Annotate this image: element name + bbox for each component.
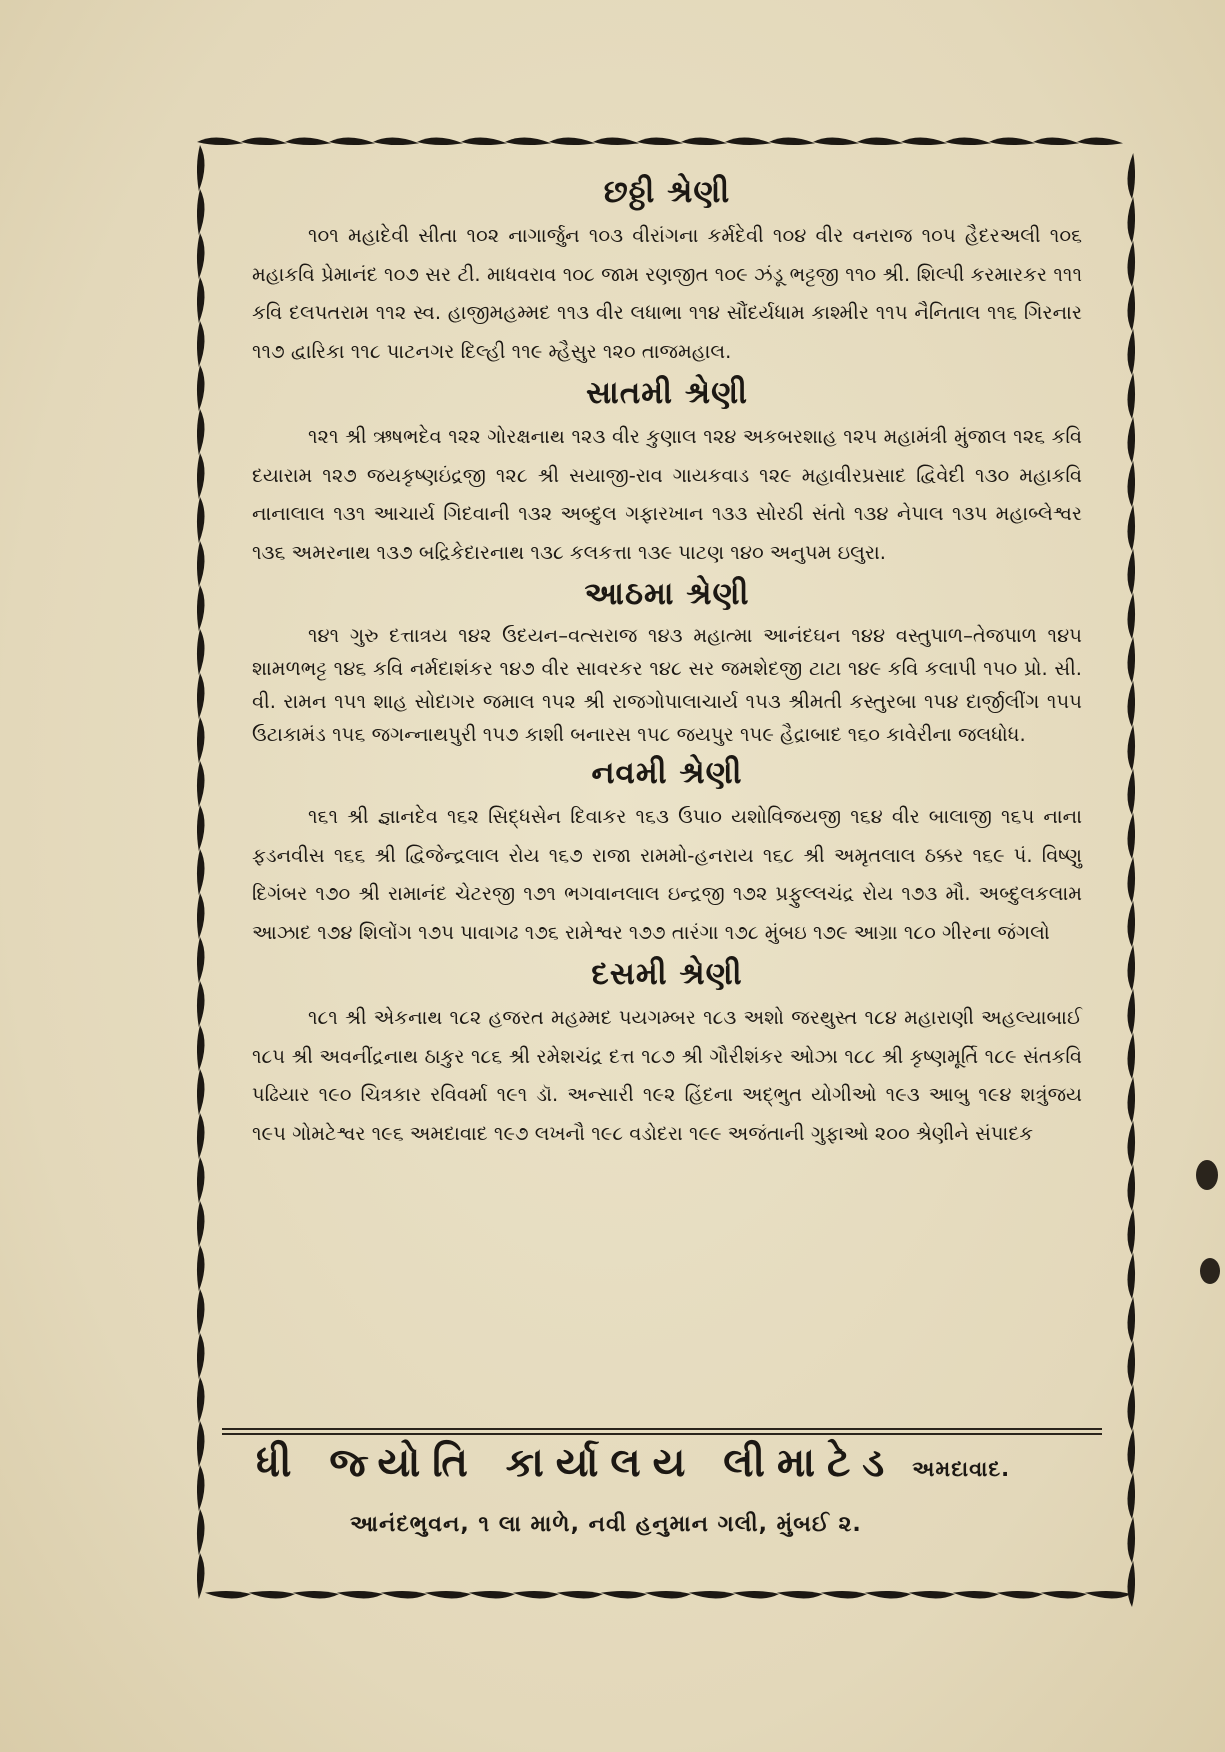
border-wave-stroke: [197, 717, 205, 763]
border-wave-stroke: [1127, 1165, 1135, 1211]
border-wave-stroke: [601, 1591, 647, 1599]
border-wave-stroke: [1127, 197, 1135, 243]
ink-blot: [1200, 1258, 1220, 1284]
border-wave-stroke: [241, 137, 287, 145]
border-wave-stroke: [681, 137, 727, 145]
border-wave-stroke: [461, 137, 507, 145]
border-wave-stroke: [1127, 1341, 1135, 1387]
border-wave-stroke: [197, 233, 205, 279]
series-section-6: [252, 174, 1082, 371]
border-wave-stroke: [733, 1591, 779, 1599]
border-wave-stroke: [945, 137, 991, 145]
border-wave-stroke: [197, 277, 205, 323]
border-wave-stroke: [1127, 989, 1135, 1035]
border-wave-stroke: [1127, 1429, 1135, 1475]
border-wave-stroke: [865, 1591, 911, 1599]
border-wave-stroke: [197, 1201, 205, 1247]
section-title: દસમી શ્રેણી: [591, 956, 743, 992]
footer-divider: [222, 1428, 1102, 1430]
border-wave-stroke: [381, 1591, 427, 1599]
border-wave-stroke: [197, 673, 205, 719]
border-wave-stroke: [1127, 1517, 1135, 1563]
border-wave-stroke: [197, 937, 205, 983]
border-wave-stroke: [197, 1377, 205, 1423]
border-wave-stroke: [197, 137, 243, 145]
border-wave-stroke: [1127, 813, 1135, 859]
border-wave-stroke: [197, 1553, 205, 1599]
border-wave-stroke: [197, 805, 205, 851]
border-wave-stroke: [777, 1591, 823, 1599]
border-wave-stroke: [197, 761, 205, 807]
border-wave-stroke: [197, 1069, 205, 1115]
border-wave-stroke: [197, 189, 205, 235]
border-wave-stroke: [513, 1591, 559, 1599]
border-wave-stroke: [469, 1591, 515, 1599]
border-wave-stroke: [1033, 137, 1079, 145]
border-wave-stroke: [197, 1289, 205, 1335]
border-wave-stroke: [1127, 1473, 1135, 1519]
series-list: [252, 170, 1082, 1153]
border-wave-stroke: [197, 981, 205, 1027]
border-wave-stroke: [1127, 901, 1135, 947]
border-wave-stroke: [373, 137, 419, 145]
border-wave-stroke: [197, 629, 205, 675]
border-wave-stroke: [689, 1591, 735, 1599]
series-section-8: [252, 576, 1082, 751]
border-wave-stroke: [1127, 945, 1135, 991]
border-wave-stroke: [197, 1025, 205, 1071]
border-wave-stroke: [197, 893, 205, 939]
border-wave-stroke: [197, 453, 205, 499]
section-title: છઠ્ઠી શ્રેણી: [603, 174, 731, 210]
border-wave-stroke: [205, 1591, 251, 1599]
border-wave-stroke: [821, 1591, 867, 1599]
footer-divider: [222, 1433, 1102, 1435]
border-wave-stroke: [1127, 1561, 1135, 1607]
border-wave-stroke: [197, 145, 205, 191]
section-body: ૧૪૧ ગુરુ દત્તાત્રય ૧૪૨ ઉદયન–વત્સરાજ ૧૪૩ મહાત્મા આનંદઘન ૧૪૪ વસ્તુપાળ–તેજપાળ ૧૪૫ શામળભટ્ટ ૧૪૬ કવિ નર્મદાશંકર ૧૪૭ વીર સાવરકર ૧૪૮ સર જમશેદજી ટાટા ૧૪૯ કવિ કલાપી ૧૫૦ પ્રો. સી. વી. રામન ૧૫૧ શાહ સોદાગર જમાલ ૧૫૨ શ્રી રાજગોપાલાચાર્ય ૧૫૩ શ્રીમતી કસ્તુરબા ૧૫૪ દાર્જીલીંગ ૧૫૫ ઉટાકામંડ ૧૫૬ જગન્નાથપુરી ૧૫૭ કાશી બનારસ ૧૫૮ જયપુર ૧૫૯ હૈદ્રાબાદ ૧૬૦ કાવેરીના જલધોધ.: [252, 624, 1082, 746]
series-section-7: [252, 375, 1082, 572]
border-wave-stroke: [1041, 1591, 1087, 1599]
border-wave-stroke: [293, 1591, 339, 1599]
section-body: ૧૬૧ શ્રી જ્ઞાનદેવ ૧૬૨ સિદ્ધસેન દિવાકર ૧૬૩ ઉપા૦ યશોવિજયજી ૧૬૪ વીર બાલાજી ૧૬૫ નાના ફડનવીસ ૧૬૬ શ્રી દ્વિજેન્દ્રલાલ રોય ૧૬૭ રાજા રામમો-હનરાય ૧૬૮ શ્રી અમૃતલાલ ઠક્કર ૧૬૯ પં. વિષ્ણુ દિગંબર ૧૭૦ શ્રી રામાનંદ ચેટરજી ૧૭૧ ભગવાનલાલ ઇન્દ્રજી ૧૭૨ પ્રફુલ્લચંદ્ર રોય ૧૭૩ મૌ. અબ્દુલકલામ આઝાદ ૧૭૪ શિલોંગ ૧૭૫ પાવાગઢ ૧૭૬ રામેશ્વર ૧૭૭ તારંગા ૧૭૮ મુંબઇ ૧૭૯ આગ્રા ૧૮૦ ગીરના જંગલો: [252, 805, 1082, 944]
border-wave-stroke: [1127, 1297, 1135, 1343]
border-wave-stroke: [197, 497, 205, 543]
publisher-title: ધી જ્યોતિ કાર્યાલય લીમાટેડ: [256, 1440, 897, 1486]
border-wave-stroke: [337, 1591, 383, 1599]
border-wave-stroke: [1127, 373, 1135, 419]
border-wave-stroke: [593, 137, 639, 145]
border-wave-stroke: [1127, 1121, 1135, 1167]
series-section-9: [252, 755, 1082, 952]
border-wave-stroke: [1127, 461, 1135, 507]
border-wave-stroke: [989, 137, 1035, 145]
section-body: ૧૨૧ શ્રી ઋષભદેવ ૧૨૨ ગોરક્ષનાથ ૧૨૩ વીર કુણાલ ૧૨૪ અકબરશાહ ૧૨૫ મહામંત્રી મુંજાલ ૧૨૬ કવિ દયારામ ૧૨૭ જયકૃષ્ણઇંદ્રજી ૧૨૮ શ્રી સયાજી-રાવ ગાયકવાડ ૧૨૯ મહાવીરપ્રસાદ દ્વિવેદી ૧૩૦ મહાકવિ નાનાલાલ ૧૩૧ આચાર્ય ગિદવાની ૧૩૨ અબ્દુલ ગફારખાન ૧૩૩ સોરઠી સંતો ૧૩૪ નેપાલ ૧૩૫ મહાબ્લેશ્વર ૧૩૬ અમરનાથ ૧૩૭ બદ્રિકેદારનાથ ૧૩૮ કલકત્તા ૧૩૯ પાટણ ૧૪૦ અનુપમ ઇલુરા.: [252, 425, 1082, 564]
border-wave-stroke: [197, 585, 205, 631]
border-wave-stroke: [197, 1245, 205, 1291]
border-wave-stroke: [417, 137, 463, 145]
border-wave-stroke: [1127, 637, 1135, 683]
border-wave-stroke: [645, 1591, 691, 1599]
border-wave-stroke: [1127, 1385, 1135, 1431]
border-wave-stroke: [1127, 505, 1135, 551]
border-wave-stroke: [197, 1113, 205, 1159]
border-wave-stroke: [197, 409, 205, 455]
border-wave-stroke: [197, 321, 205, 367]
border-wave-stroke: [197, 1421, 205, 1467]
border-wave-stroke: [1127, 549, 1135, 595]
border-wave-stroke: [1127, 725, 1135, 771]
border-wave-stroke: [1127, 769, 1135, 815]
border-wave-stroke: [1127, 1033, 1135, 1079]
section-body: ૧૦૧ મહાદેવી સીતા ૧૦૨ નાગાર્જુન ૧૦૩ વીરાંગના કર્મદેવી ૧૦૪ વીર વનરાજ ૧૦૫ હૈદરઅલી ૧૦૬ મહાકવિ પ્રેમાનંદ ૧૦૭ સર ટી. માધવરાવ ૧૦૮ જામ રણજીત ૧૦૯ ઝંડૂ ભટ્ટજી ૧૧૦ શ્રી. શિલ્પી કરમારકર ૧૧૧ કવિ દલપતરામ ૧૧૨ સ્વ. હાજીમહમ્મદ ૧૧૩ વીર લધાભા ૧૧૪ સૌંદર્યધામ કાશ્મીર ૧૧૫ નૈનિતાલ ૧૧૬ ગિરનાર ૧૧૭ દ્વારિકા ૧૧૮ પાટનગર દિલ્હી ૧૧૯ મ્હૈસુર ૧૨૦ તાજમહાલ.: [252, 224, 1082, 363]
border-wave-stroke: [1127, 1209, 1135, 1255]
section-title: સાતમી શ્રેણી: [586, 375, 748, 411]
border-wave-stroke: [249, 1591, 295, 1599]
section-title: આઠમા શ્રેણી: [584, 576, 750, 612]
border-wave-stroke: [725, 137, 771, 145]
border-wave-stroke: [909, 1591, 955, 1599]
border-wave-stroke: [857, 137, 903, 145]
border-wave-stroke: [1127, 329, 1135, 375]
border-wave-stroke: [197, 541, 205, 587]
border-wave-stroke: [197, 849, 205, 895]
border-wave-stroke: [1077, 137, 1123, 145]
border-wave-stroke: [425, 1591, 471, 1599]
border-wave-stroke: [197, 1465, 205, 1511]
border-wave-stroke: [1127, 681, 1135, 727]
border-wave-stroke: [901, 137, 947, 145]
border-wave-stroke: [197, 1509, 205, 1555]
border-wave-stroke: [197, 1333, 205, 1379]
border-wave-stroke: [953, 1591, 999, 1599]
border-wave-stroke: [549, 137, 595, 145]
section-body: ૧૮૧ શ્રી એકનાથ ૧૮૨ હજરત મહમ્મદ પયગમ્બર ૧૮૩ અશો જરથુસ્ત ૧૮૪ મહારાણી અહલ્યાબાઈ ૧૮૫ શ્રી અવનીંદ્રનાથ ઠાકુર ૧૮૬ શ્રી રમેશચંદ્ર દત્ત ૧૮૭ શ્રી ગૌરીશંકર ઓઝા ૧૮૮ શ્રી કૃષ્ણમૂર્તિ ૧૮૯ સંતકવિ પઢિયાર ૧૯૦ ચિત્રકાર રવિવર્મા ૧૯૧ ડૉ. અન્સારી ૧૯૨ હિંદના અદ્ભુત યોગીઓ ૧૯૩ આબુ ૧૯૪ શત્રુંજય ૧૯૫ ગોમટેશ્વર ૧૯૬ અમદાવાદ ૧૯૭ લખનૌ ૧૯૮ વડોદરા ૧૯૯ અજંતાની ગુફાઓ ૨૦૦ શ્રેણીને સંપાદક: [252, 1006, 1082, 1145]
series-section-10: [252, 956, 1082, 1153]
publisher-address: આનંદભુવન, ૧ લા માળે, નવી હનુમાન ગલી, મુંબઈ ૨.: [350, 1512, 862, 1537]
border-wave-stroke: [769, 137, 815, 145]
border-wave-stroke: [997, 1591, 1043, 1599]
publisher-name: [256, 1440, 1096, 1486]
border-wave-stroke: [1127, 1077, 1135, 1123]
border-wave-stroke: [1127, 857, 1135, 903]
section-title: નવમી શ્રેણી: [591, 755, 743, 791]
border-wave-stroke: [197, 1157, 205, 1203]
border-wave-stroke: [1127, 1253, 1135, 1299]
border-wave-stroke: [285, 137, 331, 145]
border-wave-stroke: [813, 137, 859, 145]
border-wave-stroke: [1127, 285, 1135, 331]
publisher-city: અમદાવાદ.: [912, 1457, 1011, 1481]
border-wave-stroke: [505, 137, 551, 145]
ink-blot: [1196, 1160, 1218, 1190]
border-wave-stroke: [557, 1591, 603, 1599]
border-wave-stroke: [637, 137, 683, 145]
border-wave-stroke: [1127, 417, 1135, 463]
border-wave-stroke: [329, 137, 375, 145]
border-wave-stroke: [1127, 153, 1135, 199]
border-wave-stroke: [1127, 241, 1135, 287]
border-wave-stroke: [197, 365, 205, 411]
border-wave-stroke: [1085, 1591, 1131, 1599]
border-wave-stroke: [1127, 593, 1135, 639]
